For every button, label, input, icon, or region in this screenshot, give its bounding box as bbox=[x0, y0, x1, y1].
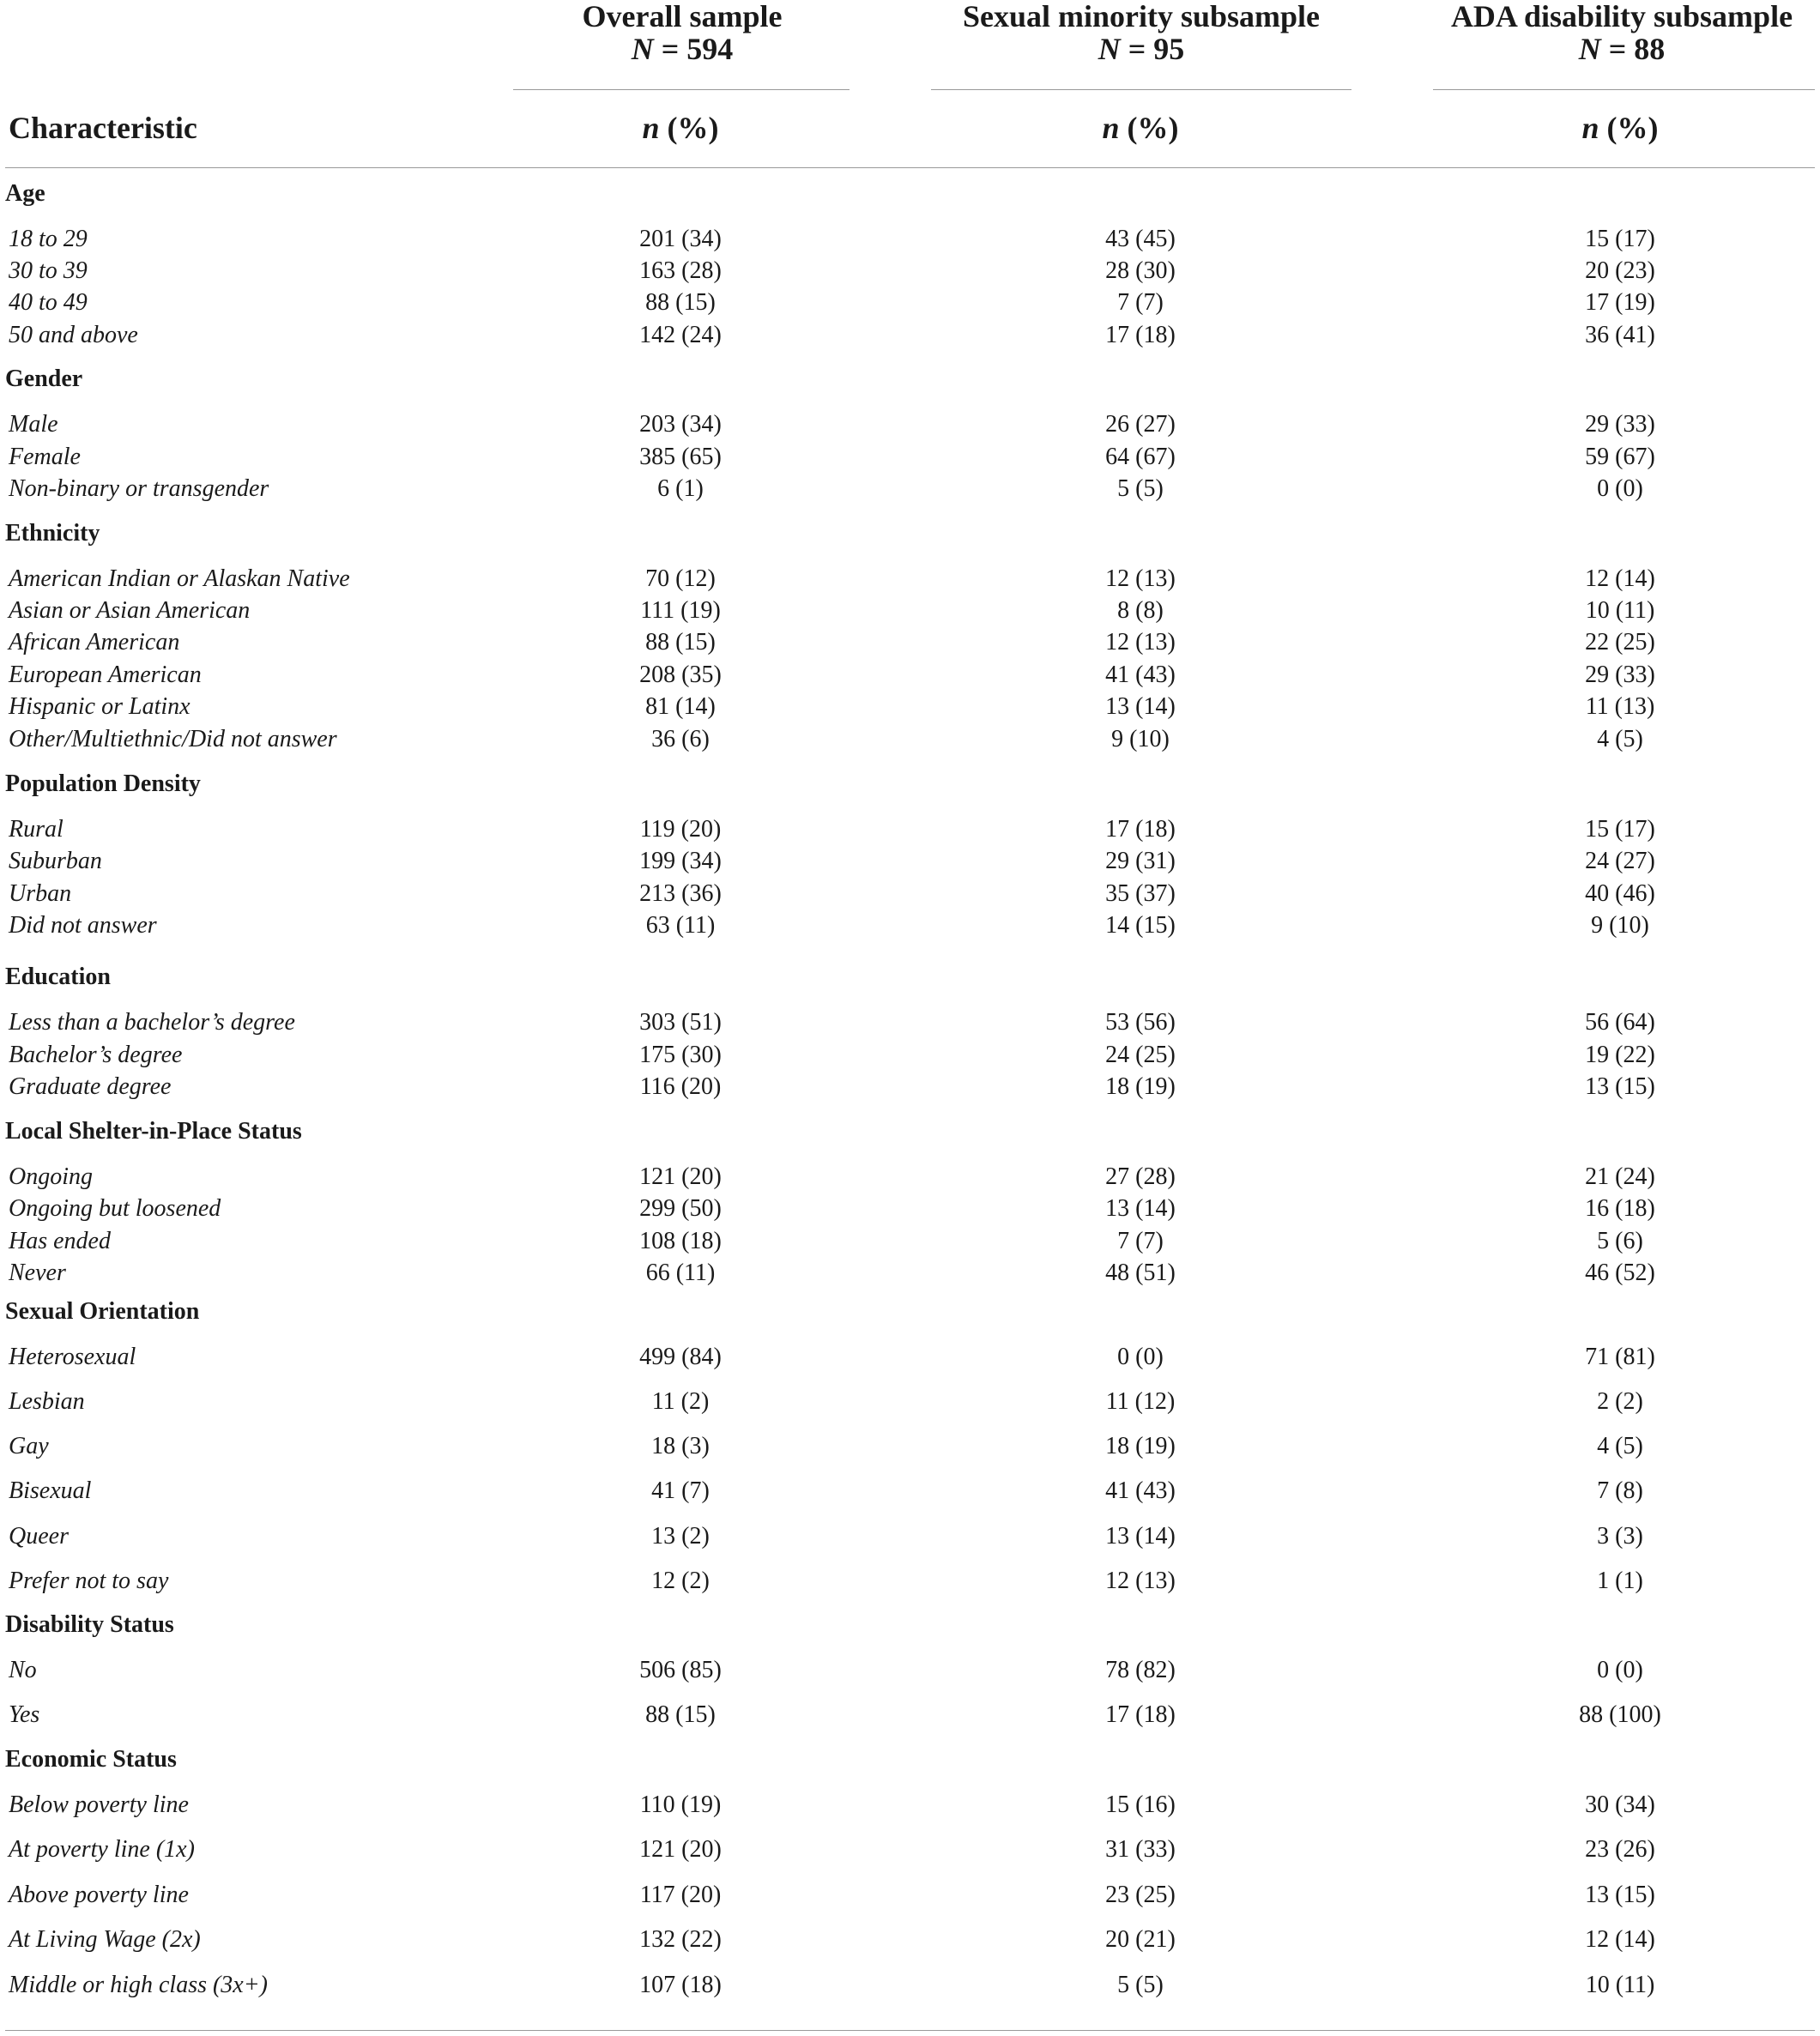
table-cell: 46 (52) bbox=[1585, 1260, 1655, 1286]
n-symbol: N bbox=[1578, 32, 1601, 66]
table-cell: 53 (56) bbox=[1105, 1009, 1176, 1036]
category-heading: Population Density bbox=[5, 770, 201, 797]
table-cell: 31 (33) bbox=[1105, 1836, 1176, 1863]
table-cell: 119 (20) bbox=[639, 816, 722, 843]
table-cell: 8 (8) bbox=[1117, 597, 1164, 624]
column-header-sexual-minority bbox=[927, 0, 1356, 65]
table-cell: 81 (14) bbox=[645, 693, 716, 720]
column-title: ADA disability subsample bbox=[1450, 0, 1793, 33]
table-cell: 88 (15) bbox=[645, 289, 716, 316]
table-cell: 29 (31) bbox=[1105, 848, 1176, 874]
table-cell: 1 (1) bbox=[1597, 1568, 1643, 1594]
table-cell: 70 (12) bbox=[645, 565, 716, 592]
table-cell: 5 (5) bbox=[1117, 475, 1164, 502]
table-cell: 175 (30) bbox=[639, 1042, 722, 1068]
header-rule-ada-disability bbox=[1433, 89, 1815, 90]
table-cell: 71 (81) bbox=[1585, 1344, 1655, 1370]
table-cell: 385 (65) bbox=[639, 444, 722, 470]
row-label: Female bbox=[9, 444, 81, 470]
table-cell: 19 (22) bbox=[1585, 1042, 1655, 1068]
n-symbol: N bbox=[1097, 32, 1121, 66]
table-cell: 12 (2) bbox=[651, 1568, 710, 1594]
category-heading: Economic Status bbox=[5, 1746, 177, 1773]
table-cell: 17 (18) bbox=[1105, 816, 1176, 843]
table-cell: 0 (0) bbox=[1597, 475, 1643, 502]
table-cell: 17 (19) bbox=[1585, 289, 1655, 316]
subheader-sexual-minority: n (%) bbox=[1102, 111, 1179, 145]
table-cell: 41 (43) bbox=[1105, 1477, 1176, 1504]
column-header-ada-disability bbox=[1433, 0, 1811, 65]
table-cell: 20 (23) bbox=[1585, 257, 1655, 284]
table-cell: 12 (13) bbox=[1105, 629, 1176, 656]
table-cell: 41 (7) bbox=[651, 1477, 710, 1504]
table-cell: 59 (67) bbox=[1585, 444, 1655, 470]
row-label: Other/Multiethnic/Did not answer bbox=[9, 726, 337, 752]
table-cell: 14 (15) bbox=[1105, 912, 1176, 939]
table-cell: 203 (34) bbox=[639, 411, 722, 438]
table-cell: 0 (0) bbox=[1597, 1657, 1643, 1683]
table-cell: 111 (19) bbox=[640, 597, 721, 624]
table-cell: 16 (18) bbox=[1585, 1195, 1655, 1222]
table-cell: 13 (15) bbox=[1585, 1882, 1655, 1908]
table-cell: 201 (34) bbox=[639, 226, 722, 252]
table-cell: 12 (14) bbox=[1585, 565, 1655, 592]
row-label: Bisexual bbox=[9, 1477, 92, 1504]
table-cell: 64 (67) bbox=[1105, 444, 1176, 470]
table-cell: 13 (14) bbox=[1105, 1523, 1176, 1550]
row-label: Rural bbox=[9, 816, 63, 843]
table-cell: 18 (19) bbox=[1105, 1073, 1176, 1100]
table-cell: 40 (46) bbox=[1585, 880, 1655, 907]
category-heading: Education bbox=[5, 964, 111, 990]
row-label: Prefer not to say bbox=[9, 1568, 169, 1594]
table-cell: 5 (6) bbox=[1597, 1228, 1643, 1254]
table-cell: 41 (43) bbox=[1105, 662, 1176, 688]
row-label: 18 to 29 bbox=[9, 226, 88, 252]
table-header-bottom-rule bbox=[5, 167, 1815, 168]
column-title: Sexual minority subsample bbox=[962, 0, 1321, 33]
table-cell: 88 (15) bbox=[645, 629, 716, 656]
row-label: Urban bbox=[9, 880, 72, 907]
table-cell: 24 (27) bbox=[1585, 848, 1655, 874]
table-cell: 24 (25) bbox=[1105, 1042, 1176, 1068]
table-cell: 10 (11) bbox=[1585, 1972, 1655, 1998]
table-cell: 17 (18) bbox=[1105, 1701, 1176, 1728]
table-cell: 43 (45) bbox=[1105, 226, 1176, 252]
row-label: No bbox=[9, 1657, 37, 1683]
table-cell: 20 (21) bbox=[1105, 1926, 1176, 1953]
table-cell: 18 (3) bbox=[651, 1433, 710, 1459]
table-cell: 56 (64) bbox=[1585, 1009, 1655, 1036]
column-n bbox=[511, 33, 854, 65]
table-cell: 23 (25) bbox=[1105, 1882, 1176, 1908]
table-cell: 48 (51) bbox=[1105, 1260, 1176, 1286]
table-cell: 13 (14) bbox=[1105, 693, 1176, 720]
table-bottom-rule bbox=[5, 2030, 1815, 2031]
header-rule-overall bbox=[513, 89, 850, 90]
row-label: Did not answer bbox=[9, 912, 157, 939]
table-cell: 26 (27) bbox=[1105, 411, 1176, 438]
table-cell: 12 (13) bbox=[1105, 1568, 1176, 1594]
row-label: At Living Wage (2x) bbox=[9, 1926, 201, 1953]
row-label: 50 and above bbox=[9, 322, 138, 348]
row-label: Ongoing bbox=[9, 1163, 93, 1190]
table-cell: 29 (33) bbox=[1585, 662, 1655, 688]
table-cell: 132 (22) bbox=[639, 1926, 722, 1953]
row-label: American Indian or Alaskan Native bbox=[9, 565, 350, 592]
table-cell: 22 (25) bbox=[1585, 629, 1655, 656]
table-cell: 12 (14) bbox=[1585, 1926, 1655, 1953]
table-cell: 13 (14) bbox=[1105, 1195, 1176, 1222]
table-cell: 4 (5) bbox=[1597, 1433, 1643, 1459]
row-label: Ongoing but loosened bbox=[9, 1195, 221, 1222]
table-cell: 2 (2) bbox=[1597, 1388, 1643, 1415]
row-label: At poverty line (1x) bbox=[9, 1836, 195, 1863]
table-cell: 303 (51) bbox=[639, 1009, 722, 1036]
table-cell: 213 (36) bbox=[639, 880, 722, 907]
n-symbol: N bbox=[631, 32, 654, 66]
column-title: Overall sample bbox=[582, 0, 783, 33]
row-label: Lesbian bbox=[9, 1388, 85, 1415]
row-label: Middle or high class (3x+) bbox=[9, 1972, 268, 1998]
category-heading: Gender bbox=[5, 366, 83, 392]
table-cell: 4 (5) bbox=[1597, 726, 1643, 752]
table-cell: 15 (17) bbox=[1585, 226, 1655, 252]
table-cell: 9 (10) bbox=[1111, 726, 1170, 752]
table-cell: 110 (19) bbox=[639, 1791, 722, 1818]
row-label: Asian or Asian American bbox=[9, 597, 251, 624]
table-cell: 116 (20) bbox=[639, 1073, 722, 1100]
table-cell: 499 (84) bbox=[639, 1344, 722, 1370]
n-symbol: n bbox=[642, 111, 660, 145]
row-label: Never bbox=[9, 1260, 66, 1286]
table-cell: 13 (15) bbox=[1585, 1073, 1655, 1100]
table-cell: 27 (28) bbox=[1105, 1163, 1176, 1190]
table-cell: 15 (17) bbox=[1585, 816, 1655, 843]
column-header-overall bbox=[511, 0, 854, 65]
row-label: 40 to 49 bbox=[9, 289, 88, 316]
table-cell: 29 (33) bbox=[1585, 411, 1655, 438]
category-heading: Disability Status bbox=[5, 1611, 174, 1638]
table-cell: 107 (18) bbox=[639, 1972, 722, 1998]
row-label: Graduate degree bbox=[9, 1073, 172, 1100]
table-cell: 66 (11) bbox=[645, 1260, 716, 1286]
table-cell: 63 (11) bbox=[645, 912, 716, 939]
table-cell: 142 (24) bbox=[639, 322, 722, 348]
row-label: Queer bbox=[9, 1523, 69, 1550]
row-label: 30 to 39 bbox=[9, 257, 88, 284]
table-cell: 35 (37) bbox=[1105, 880, 1176, 907]
row-label: Above poverty line bbox=[9, 1882, 189, 1908]
table-cell: 299 (50) bbox=[639, 1195, 722, 1222]
table-cell: 11 (2) bbox=[651, 1388, 710, 1415]
table-cell: 108 (18) bbox=[639, 1228, 722, 1254]
table-cell: 208 (35) bbox=[639, 662, 722, 688]
table-cell: 7 (8) bbox=[1597, 1477, 1643, 1504]
table-cell: 7 (7) bbox=[1117, 1228, 1164, 1254]
row-label: Heterosexual bbox=[9, 1344, 136, 1370]
table-cell: 78 (82) bbox=[1105, 1657, 1176, 1683]
row-label: Non-binary or transgender bbox=[9, 475, 269, 502]
table-cell: 13 (2) bbox=[651, 1523, 710, 1550]
category-heading: Age bbox=[5, 180, 45, 207]
table-cell: 18 (19) bbox=[1105, 1433, 1176, 1459]
table-cell: 6 (1) bbox=[657, 475, 704, 502]
category-heading: Local Shelter-in-Place Status bbox=[5, 1118, 302, 1145]
table-cell: 88 (15) bbox=[645, 1701, 716, 1728]
table-cell: 9 (10) bbox=[1591, 912, 1649, 939]
n-value: = 95 bbox=[1128, 32, 1185, 66]
table-cell: 21 (24) bbox=[1585, 1163, 1655, 1190]
subheader-ada-disability: n (%) bbox=[1581, 111, 1659, 145]
category-heading: Ethnicity bbox=[5, 520, 100, 547]
column-n bbox=[927, 33, 1356, 65]
n-value: = 88 bbox=[1608, 32, 1666, 66]
category-heading: Sexual Orientation bbox=[5, 1298, 200, 1325]
table-cell: 121 (20) bbox=[639, 1163, 722, 1190]
n-value: = 594 bbox=[661, 32, 734, 66]
table-cell: 28 (30) bbox=[1105, 257, 1176, 284]
table-cell: 11 (13) bbox=[1585, 693, 1655, 720]
n-symbol: n bbox=[1581, 111, 1599, 145]
table-cell: 17 (18) bbox=[1105, 322, 1176, 348]
table-cell: 117 (20) bbox=[639, 1882, 722, 1908]
table-cell: 0 (0) bbox=[1117, 1344, 1164, 1370]
row-label: Suburban bbox=[9, 848, 102, 874]
n-symbol: n bbox=[1102, 111, 1120, 145]
table-cell: 3 (3) bbox=[1597, 1523, 1643, 1550]
row-label: Male bbox=[9, 411, 58, 438]
row-label: Has ended bbox=[9, 1228, 111, 1254]
table-cell: 15 (16) bbox=[1105, 1791, 1176, 1818]
row-label: Bachelor’s degree bbox=[9, 1042, 183, 1068]
table-cell: 10 (11) bbox=[1585, 597, 1655, 624]
table-cell: 199 (34) bbox=[639, 848, 722, 874]
table-cell: 121 (20) bbox=[639, 1836, 722, 1863]
table-cell: 12 (13) bbox=[1105, 565, 1176, 592]
table-cell: 30 (34) bbox=[1585, 1791, 1655, 1818]
column-n bbox=[1433, 33, 1811, 65]
row-label: Yes bbox=[9, 1701, 40, 1728]
table-cell: 88 (100) bbox=[1579, 1701, 1661, 1728]
subheader-overall: n (%) bbox=[642, 111, 719, 145]
characteristic-header: Characteristic bbox=[9, 111, 197, 145]
row-label: European American bbox=[9, 662, 202, 688]
row-label: African American bbox=[9, 629, 180, 656]
table-cell: 5 (5) bbox=[1117, 1972, 1164, 1998]
table-cell: 163 (28) bbox=[639, 257, 722, 284]
row-label: Below poverty line bbox=[9, 1791, 189, 1818]
table-cell: 7 (7) bbox=[1117, 289, 1164, 316]
row-label: Hispanic or Latinx bbox=[9, 693, 190, 720]
table-cell: 36 (41) bbox=[1585, 322, 1655, 348]
row-label: Gay bbox=[9, 1433, 49, 1459]
row-label: Less than a bachelor’s degree bbox=[9, 1009, 295, 1036]
table-cell: 23 (26) bbox=[1585, 1836, 1655, 1863]
table-cell: 36 (6) bbox=[651, 726, 710, 752]
table-cell: 11 (12) bbox=[1105, 1388, 1176, 1415]
header-rule-sexual-minority bbox=[931, 89, 1351, 90]
table-cell: 506 (85) bbox=[639, 1657, 722, 1683]
